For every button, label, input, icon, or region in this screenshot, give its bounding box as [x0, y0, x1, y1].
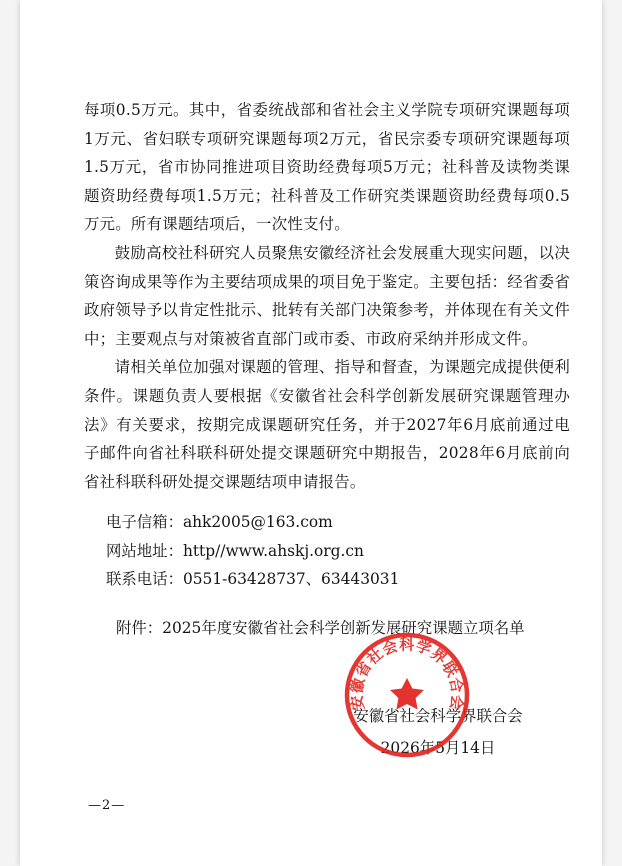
contact-block [106, 508, 399, 594]
contact-website: 网站地址：http//www.ahskj.org.cn [106, 541, 364, 560]
seal-arc-text: 安徽省社会科学界联合会 [347, 635, 467, 712]
document-page [20, 0, 602, 866]
attachment-line: 附件：2025年度安徽省社会科学创新发展研究课题立项名单 [116, 619, 525, 637]
official-seal [342, 630, 472, 760]
paragraph-management: 请相关单位加强对课题的管理、指导和督查，为课题完成提供便利条件。课题负责人要根据《安徽省社会科学创新发展研究课题管理办法》有关要求，按期完成课题研究任务，并于2027年6月底前通过电子邮件向省社科联科研处提交课题研究中期报告，2028年6月底前向省社科联科研处提交课题结项申请报告。 [84, 358, 570, 491]
page-number: —2— [88, 798, 126, 813]
signature-org: 安徽省社会科学界联合会 [353, 707, 523, 725]
body-text [84, 96, 570, 496]
signature-date: 2026年5月14日 [380, 739, 496, 757]
paragraph-funding: 每项0.5万元。其中，省委统战部和省社会主义学院专项研究课题每项1万元、省妇联专项研究课题每项2万元，省民宗委专项研究课题每项1.5万元，省市协同推进项目资助经费每项5万元；社科普及读物类课题资助经费每项1.5万元；社科普及工作研究类课题资助经费每项0.5万元。所有课题结项后，一次性支付。 [84, 101, 570, 234]
contact-phone: 联系电话：0551-63428737、63443031 [106, 570, 400, 588]
paragraph-exemption: 鼓励高校社科研究人员聚焦安徽经济社会发展重大现实问题，以决策咨询成果等作为主要结项成果的项目免于鉴定。主要包括：经省委省政府领导予以肯定性批示、批转有关部门决策参考，并体现在有关文件中；主要观点与对策被省直部门或市委、市政府采纳并形成文件。 [84, 243, 570, 348]
seal-star-icon [390, 678, 424, 710]
contact-email: 电子信箱：ahk2005@163.com [106, 513, 333, 531]
